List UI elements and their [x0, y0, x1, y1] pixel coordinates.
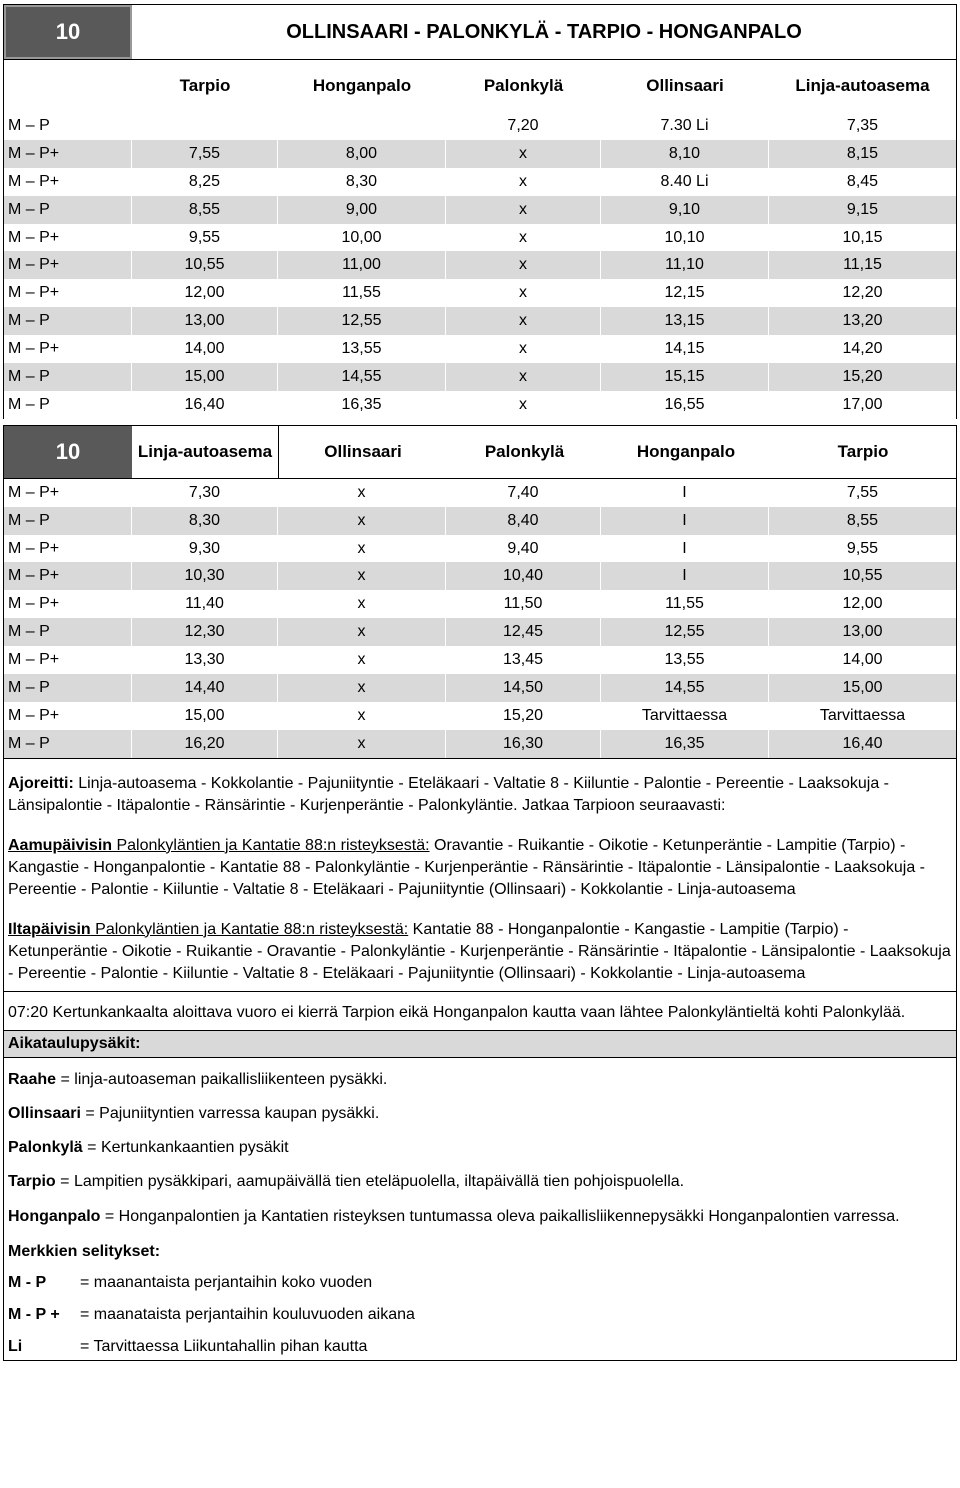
time-cell: 11,10: [601, 251, 769, 279]
time-cell: 17,00: [842, 395, 883, 413]
time-cell: x: [278, 479, 446, 507]
service-days-cell: M – P: [4, 391, 132, 419]
table-row: [4, 618, 957, 646]
time-cell: 15,20: [769, 363, 957, 391]
service-days-cell: M – P+: [4, 702, 132, 730]
time-cell: 8.40 Li: [601, 168, 769, 196]
time-cell: I: [601, 479, 769, 507]
time-cell: x: [278, 674, 446, 702]
table-row: [4, 391, 957, 419]
morning-from: Palonkyläntien ja Kantatie 88:n risteyksestä:: [112, 836, 430, 854]
stop-desc: = linja-autoaseman paikallisliikenteen pysäkki.: [56, 1070, 388, 1088]
time-cell: 9,55: [132, 224, 278, 252]
stop-name: Honganpalo: [8, 1207, 101, 1225]
route-number-2: 10: [4, 426, 132, 478]
route-description: [3, 758, 957, 992]
departures-table-1: [3, 112, 957, 419]
time-cell: 11,55: [278, 279, 446, 307]
col-header: Honganpalo: [312, 76, 412, 95]
time-cell: 13,30: [132, 646, 278, 674]
time-cell: x: [446, 140, 601, 168]
time-cell: x: [446, 196, 601, 224]
table1-column-headers: [3, 60, 957, 112]
time-cell: 9,30: [132, 535, 278, 563]
time-cell: 14,55: [601, 674, 769, 702]
time-cell: x: [446, 168, 601, 196]
time-cell: x: [446, 363, 601, 391]
time-cell: x: [278, 618, 446, 646]
table-row: [4, 646, 957, 674]
time-cell: 7.30 Li: [601, 112, 769, 140]
time-cell: x: [446, 224, 601, 252]
time-cell: 14,40: [132, 674, 278, 702]
time-cell: 8,40: [446, 507, 601, 535]
service-days-cell: M – P+: [4, 562, 132, 590]
service-days-cell: M – P: [4, 363, 132, 391]
time-cell: 10,10: [601, 224, 769, 252]
service-days-cell: M – P+: [4, 535, 132, 563]
table-row: [4, 590, 957, 618]
time-cell: 12,45: [446, 618, 601, 646]
time-cell: 7,30: [132, 479, 278, 507]
time-cell: 12,15: [601, 279, 769, 307]
time-cell: x: [446, 251, 601, 279]
stop-name: Raahe: [8, 1070, 57, 1088]
col-header: Linja-autoasema: [137, 441, 273, 461]
time-cell: 16,55: [601, 391, 769, 419]
time-cell: 11,55: [601, 590, 769, 618]
time-cell: x: [278, 535, 446, 563]
time-cell: 12,00: [132, 279, 278, 307]
time-cell: x: [278, 507, 446, 535]
service-days-cell: M – P: [4, 618, 132, 646]
time-cell: 7,55: [132, 140, 278, 168]
time-cell: x: [446, 279, 601, 307]
morning-label: Aamupäivisin: [8, 836, 113, 854]
time-cell: 13,00: [769, 618, 957, 646]
table-row: [4, 168, 957, 196]
service-days-cell: M – P+: [4, 479, 132, 507]
service-days-cell: M – P+: [4, 140, 132, 168]
service-days-cell: M – P: [4, 112, 132, 140]
table-row: [4, 112, 957, 140]
time-cell: 14,20: [842, 340, 883, 358]
time-cell: 11,40: [132, 590, 278, 618]
time-cell: 13,20: [769, 307, 957, 335]
time-cell: 10,30: [132, 562, 278, 590]
time-cell: 11,15: [769, 251, 957, 279]
time-cell: 15,00: [132, 363, 278, 391]
time-cell: 7,35: [846, 116, 879, 134]
time-cell: 16,35: [601, 730, 769, 758]
time-cell: 14,00: [132, 335, 278, 363]
service-days-cell: M – P+: [4, 590, 132, 618]
stop-desc: = Kertunkankaantien pysäkit: [82, 1138, 289, 1156]
legend-item: M - P = maanantaista perjantaihin koko vuoden: [8, 1273, 373, 1291]
time-cell: 9,00: [278, 196, 446, 224]
col-header: Ollinsaari: [646, 76, 724, 95]
time-cell: x: [446, 391, 601, 419]
service-days-cell: M – P: [4, 196, 132, 224]
table-row: [4, 562, 957, 590]
table-row: [4, 307, 957, 335]
col-header: Palonkylä: [483, 76, 564, 95]
service-days-cell: M – P: [4, 674, 132, 702]
time-cell: [278, 112, 446, 140]
stop-name: Palonkylä: [8, 1138, 83, 1156]
time-cell: Tarvittaessa: [601, 702, 769, 730]
table-row: [4, 702, 957, 730]
timetable-header: [3, 4, 957, 60]
service-days-cell: M – P+: [4, 168, 132, 196]
time-cell: 12,30: [132, 618, 278, 646]
time-cell: 15,15: [601, 363, 769, 391]
time-cell: [132, 112, 278, 140]
time-cell: 9,15: [769, 196, 957, 224]
stops-heading: Aikataulupysäkit:: [3, 1031, 957, 1058]
time-cell: 14,55: [278, 363, 446, 391]
time-cell: I: [601, 535, 769, 563]
table2-header: [3, 425, 957, 479]
time-cell: 8,30: [132, 507, 278, 535]
legend-item: M - P + = maanataista perjantaihin kouluvuoden aikana: [8, 1305, 415, 1323]
col-header: Linja-autoasema: [795, 76, 930, 95]
time-cell: 8,45: [846, 172, 879, 190]
time-cell: 11,00: [278, 251, 446, 279]
table-row: [4, 251, 957, 279]
time-cell: 14,15: [601, 335, 769, 363]
time-cell: 16,20: [132, 730, 278, 758]
time-cell: 16,40: [769, 730, 957, 758]
table-row: [4, 363, 957, 391]
table-row: [4, 140, 957, 168]
table-row: [4, 535, 957, 563]
time-cell: I: [601, 507, 769, 535]
stop-desc: = Pajuniityntien varressa kaupan pysäkki.: [80, 1104, 380, 1122]
service-days-cell: M – P: [4, 730, 132, 758]
service-days-cell: M – P+: [4, 335, 132, 363]
time-cell: 10,15: [842, 228, 883, 246]
time-cell: 10,55: [132, 251, 278, 279]
time-cell: 8,30: [278, 168, 446, 196]
time-cell: 8,25: [132, 168, 278, 196]
table-row: [4, 196, 957, 224]
stop-name: Tarpio: [8, 1172, 56, 1190]
table-row: [4, 279, 957, 307]
time-cell: 8,55: [132, 196, 278, 224]
time-cell: x: [278, 562, 446, 590]
time-cell: 8,15: [769, 140, 957, 168]
time-cell: x: [278, 730, 446, 758]
time-cell: 8,00: [278, 140, 446, 168]
time-cell: 12,55: [278, 307, 446, 335]
time-cell: 9,10: [601, 196, 769, 224]
time-cell: 15,00: [132, 702, 278, 730]
time-cell: 7,40: [446, 479, 601, 507]
col-header: Palonkylä: [484, 441, 565, 461]
note: 07:20 Kertunkankaalta aloittava vuoro ei kierrä Tarpion eikä Honganpalon kautta vaan lähtee Palonkyläntieltä kohti Palonkylää.: [3, 992, 957, 1031]
time-cell: 10,00: [278, 224, 446, 252]
stop-name: Ollinsaari: [8, 1104, 81, 1122]
route-label: Ajoreitti:: [8, 774, 74, 792]
time-cell: 13,45: [446, 646, 601, 674]
time-cell: 11,50: [446, 590, 601, 618]
time-cell: 14,50: [446, 674, 601, 702]
col-header: Ollinsaari: [278, 426, 447, 478]
time-cell: 7,20: [446, 112, 601, 140]
col-header: Honganpalo: [636, 441, 736, 461]
time-cell: 16,30: [446, 730, 601, 758]
time-cell: 13,55: [278, 335, 446, 363]
time-cell: 13,00: [132, 307, 278, 335]
col-header: Tarpio: [179, 76, 231, 95]
table-row: [4, 674, 957, 702]
table-row: [4, 730, 957, 758]
stops-list: [3, 1058, 957, 1361]
time-cell: 9,55: [846, 539, 879, 557]
evening-label: Iltapäivisin: [8, 920, 91, 938]
evening-from: Palonkyläntien ja Kantatie 88:n risteyksestä:: [90, 920, 409, 938]
col-header: Tarpio: [837, 441, 889, 461]
time-cell: 15,00: [769, 674, 957, 702]
time-cell: x: [278, 646, 446, 674]
time-cell: 8,10: [601, 140, 769, 168]
service-days-cell: M – P+: [4, 224, 132, 252]
morning-text: Oravantie - Ruikantie - Oikotie - Ketunperäntie - Lampitie (Tarpio) - Kangastie - Honganpalontie - Kantatie 88 - Palonkyläntie - Kurjenperäntie - Ränsärintie - Itäpalontie - Länsipalontie - Laaksokuja - Pereentie - Palontie - Kiiluntie - Valtatie 8 - Eteläkaari - Pajuniityntie (Ollinsaari) - Kokkolantie - Linja-autoasema: [8, 836, 925, 898]
time-cell: x: [446, 307, 601, 335]
legend-item: Li = Tarvittaessa Liikuntahallin pihan kautta: [8, 1337, 368, 1355]
time-cell: 16,35: [278, 391, 446, 419]
service-days-cell: M – P: [4, 507, 132, 535]
route-number: 10: [4, 5, 132, 59]
route-title: OLLINSAARI - PALONKYLÄ - TARPIO - HONGANPALO: [286, 20, 802, 43]
time-cell: 8,55: [769, 507, 957, 535]
service-days-cell: M – P+: [4, 251, 132, 279]
legend-heading: Merkkien selitykset:: [8, 1242, 161, 1260]
time-cell: 10,55: [769, 562, 957, 590]
time-cell: 16,40: [132, 391, 278, 419]
time-cell: 12,20: [842, 284, 883, 302]
time-cell: 13,15: [601, 307, 769, 335]
time-cell: 15,20: [446, 702, 601, 730]
time-cell: 10,40: [446, 562, 601, 590]
time-cell: 9,40: [446, 535, 601, 563]
time-cell: 7,55: [846, 483, 879, 501]
table-row: [4, 335, 957, 363]
time-cell: 13,55: [601, 646, 769, 674]
table-row: [4, 507, 957, 535]
stop-desc: = Honganpalontien ja Kantatien risteyksen tuntumassa oleva paikallisliikennepysäkki Honganpalontien varressa.: [100, 1207, 900, 1225]
service-days-cell: M – P+: [4, 279, 132, 307]
time-cell: 12,55: [601, 618, 769, 646]
time-cell: I: [601, 562, 769, 590]
time-cell: x: [278, 590, 446, 618]
stop-desc: = Lampitien pysäkkipari, aamupäivällä tien eteläpuolella, iltapäivällä tien pohjoispuolella.: [55, 1172, 685, 1190]
time-cell: 14,00: [842, 651, 883, 669]
time-cell: 12,00: [842, 595, 883, 613]
service-days-cell: M – P+: [4, 646, 132, 674]
time-cell: x: [446, 335, 601, 363]
table-row: [4, 479, 957, 507]
route-text: Linja-autoasema - Kokkolantie - Pajuniityntie - Eteläkaari - Valtatie 8 - Kiiluntie - Palontie - Pereentie - Laaksokuja - Länsipalontie - Itäpalontie - Ränsärintie - Kurjenperäntie - Palonkyläntie. Jatkaa Tarpioon seuraavasti:: [8, 774, 889, 814]
evening-text: Kantatie 88 - Honganpalontie - Kangastie - Lampitie (Tarpio) - Ketunperäntie - Oikotie - Ruikantie - Oravantie - Palonkyläntie - Kurjenperäntie - Ränsärintie - Itäpalontie - Länsipalontie - Laaksokuja - Pereentie - Palontie - Kiiluntie - Valtatie 8 - Eteläkaari - Pajuniityntie (Ollinsaari) - Kokkolantie - Linja-autoasema: [8, 920, 951, 982]
table-row: [4, 224, 957, 252]
time-cell: x: [278, 702, 446, 730]
time-cell: Tarvittaessa: [819, 706, 906, 724]
departures-table-2: [3, 479, 957, 758]
service-days-cell: M – P: [4, 307, 132, 335]
